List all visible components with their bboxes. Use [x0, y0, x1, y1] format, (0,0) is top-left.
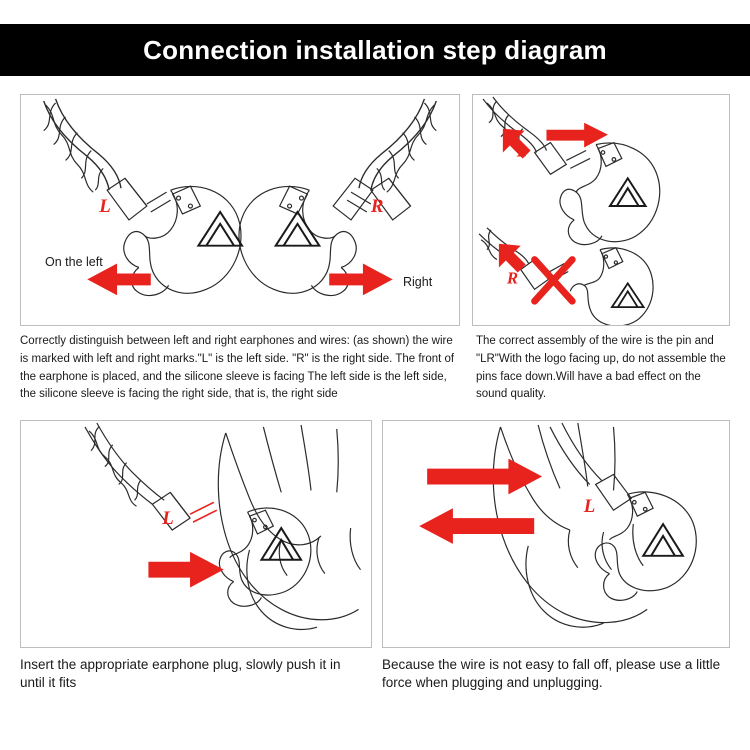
cross-mark-incorrect-shape	[535, 260, 573, 302]
caption-step-2: The correct assembly of the wire is the pin and "LR"With the logo facing up, do not assemble the pins face down.Will have a bad effect on the sound quality.	[476, 335, 726, 401]
arrow-right-shape	[329, 264, 392, 296]
left-direction-label: On the left	[45, 255, 103, 269]
plug-label-text: L	[583, 496, 596, 518]
right-plug-label-text: R	[370, 195, 384, 217]
plug-pins	[190, 502, 217, 522]
arrow-pull-left-shape	[419, 508, 534, 544]
figure-step-4	[382, 420, 730, 648]
panel-step-2	[472, 94, 730, 414]
caption-step-3: Insert the appropriate earphone plug, slowly push it in until it fits	[20, 657, 341, 691]
caption-step-4: Because the wire is not easy to fall off, please use a little force when plugging and unplugging.	[382, 657, 721, 691]
panel-step-1	[20, 94, 460, 414]
arrow-insert-right-shape	[148, 552, 223, 588]
figure-step-2	[472, 94, 730, 326]
right-direction-label: Right	[403, 275, 433, 289]
header-banner	[0, 24, 750, 76]
figure-step-1-drawing	[21, 95, 459, 325]
figure-step-2-drawing	[473, 95, 729, 325]
plug-label-text: L	[162, 508, 174, 530]
figure-step-3	[20, 420, 372, 648]
caption-step-1: Correctly distinguish between left and right earphones and wires: (as shown) the wire is marked with left and right marks."L" is the left side. "R" is the right side. The front of the earphone is placed, and the silicone sleeve is facing The left side is the left side, the silicone sleeve is facing the right side, that is, the right side	[20, 335, 455, 401]
arrow-push-right-shape	[427, 459, 542, 495]
figure-step-4-drawing	[383, 421, 729, 647]
left-plug-label-text: L	[99, 195, 111, 217]
page-title: Connection installation step diagram	[143, 34, 607, 65]
panel-step-3	[20, 420, 372, 720]
figure-step-3-drawing	[21, 421, 371, 647]
panel-step-4	[382, 420, 730, 720]
figure-step-1	[20, 94, 460, 326]
incorrect-plug-label-text: R	[506, 268, 519, 288]
